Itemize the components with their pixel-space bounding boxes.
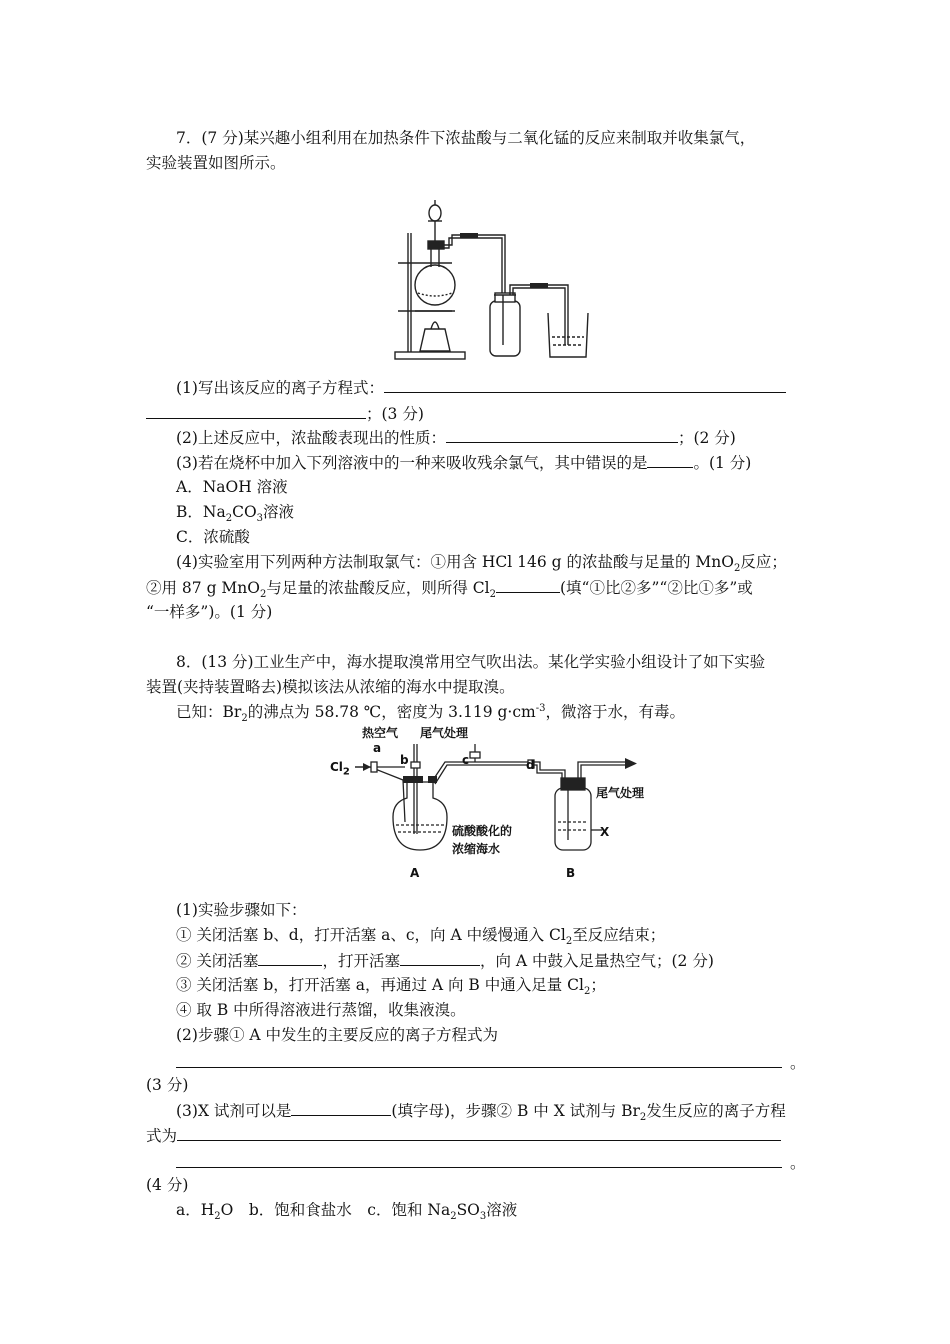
q8-step3 <box>176 974 606 996</box>
q7-part4 <box>176 551 787 573</box>
label-valve-a: a <box>373 741 382 755</box>
label-solution-2: 浓缩海水 <box>452 842 501 856</box>
answer-blank[interactable] <box>146 402 366 419</box>
q7-intro-line2: 实验装置如图所示。 <box>146 154 286 172</box>
text: ③ 关闭活塞 b，打开活塞 a，再通过 A 向 B 中通入足量 Cl <box>176 976 584 994</box>
q8-part1: (1)实验步骤如下： <box>176 901 307 919</box>
q8-step4: ④ 取 B 中所得溶液进行蒸馏，收集液溴。 <box>176 1001 466 1019</box>
q7-intro-line1: 7．(7 分)某兴趣小组利用在加热条件下浓盐酸与二氧化锰的反应来制取并收集氯气， <box>176 129 756 147</box>
q8-step2 <box>176 949 714 972</box>
subscript: 3 <box>479 1211 487 1223</box>
subscript: 2 <box>342 766 350 778</box>
text: SO <box>456 1201 480 1219</box>
subscript: 2 <box>260 589 267 601</box>
answer-blank[interactable] <box>177 1124 781 1141</box>
subscript: 2 <box>639 1112 647 1124</box>
q7-part3 <box>176 451 751 474</box>
answer-blank[interactable] <box>647 451 693 468</box>
text: ②用 87 g MnO <box>146 579 260 597</box>
text: CO <box>232 503 257 521</box>
label-tail-gas-2: 尾气处理 <box>596 786 645 800</box>
q7-part4-cont <box>146 576 753 599</box>
text: 的沸点为 58.78 ℃，密度为 3.119 g·cm <box>247 703 536 721</box>
q8-part2-answer <box>176 1051 806 1074</box>
subscript: 2 <box>450 1211 457 1223</box>
q7-part2 <box>176 426 736 449</box>
answer-blank[interactable] <box>446 426 678 443</box>
subscript: 2 <box>583 986 591 998</box>
subscript: 2 <box>734 563 741 575</box>
q7-part2-score: ；(2 分) <box>677 429 736 447</box>
text: O b．饱和食盐水 c．饱和 Na <box>220 1201 451 1219</box>
text: 。 <box>790 1154 806 1172</box>
text: 发生反应的离子方程 <box>646 1102 786 1120</box>
answer-blank[interactable] <box>400 949 480 966</box>
subscript: 2 <box>241 713 248 725</box>
subscript: 3 <box>256 513 264 525</box>
q8-known <box>176 701 685 723</box>
q7-part3-score: 。(1 分) <box>693 454 752 472</box>
text: 与足量的浓盐酸反应，则所得 Cl <box>266 579 490 597</box>
q7-part3-text: (3)若在烧杯中加入下列溶液中的一种来吸收残余氯气，其中错误的是 <box>176 454 648 472</box>
label-solution-1: 硫酸酸化的 <box>452 824 513 838</box>
answer-blank[interactable] <box>176 1051 782 1068</box>
subscript: 2 <box>225 513 233 525</box>
label-x: X <box>600 825 610 839</box>
chlorine-apparatus-figure <box>390 195 605 367</box>
text: a．H <box>176 1201 215 1219</box>
text: Cl <box>330 760 343 774</box>
label-flask-a: A <box>410 866 420 880</box>
q8-intro-line1: 8．(13 分)工业生产中，海水提取溴常用空气吹出法。某化学实验小组设计了如下实验 <box>176 653 766 671</box>
label-hot-air: 热空气 <box>362 726 399 740</box>
q8-part3-score: (4 分) <box>146 1176 189 1194</box>
text: 已知：Br <box>176 703 242 721</box>
answer-blank[interactable] <box>258 949 322 966</box>
text: 。 <box>790 1054 806 1072</box>
text: ，向 A 中鼓入足量热空气；(2 分) <box>479 952 714 970</box>
text: (填字母)，步骤② B 中 X 试剂与 Br <box>391 1102 640 1120</box>
q8-step1 <box>176 924 665 946</box>
answer-blank[interactable] <box>496 576 560 593</box>
superscript: -3 <box>535 702 546 714</box>
label-valve-d: d <box>526 758 535 772</box>
text: 溶液 <box>486 1201 518 1219</box>
answer-blank[interactable] <box>176 1151 782 1168</box>
label-bottle-b: B <box>566 866 576 880</box>
q7-part2-text: (2)上述反应中，浓盐酸表现出的性质： <box>176 429 446 447</box>
q7-part1-cont <box>146 402 424 425</box>
text: 式为 <box>146 1127 178 1145</box>
q8-intro-line2: 装置(夹持装置略去)模拟该法从浓缩的海水中提取溴。 <box>146 678 515 696</box>
text: 反应； <box>740 553 787 571</box>
text: 溶液 <box>263 503 295 521</box>
q7-part1-text: (1)写出该反应的离子方程式： <box>176 379 384 397</box>
q7-part1-score: ；(3 分) <box>366 405 424 423</box>
label-tail-gas: 尾气处理 <box>420 726 469 740</box>
answer-blank[interactable] <box>291 1099 391 1116</box>
text: ，微溶于水，有毒。 <box>545 703 685 721</box>
label-valve-c: c <box>462 753 470 767</box>
q8-part3-cont <box>146 1124 781 1147</box>
q7-part4-end: “一样多”)。(1 分) <box>146 603 273 621</box>
q7-option-b <box>176 501 294 523</box>
text: ，打开活塞 <box>322 952 400 970</box>
q8-part3 <box>176 1099 786 1122</box>
text: 至反应结束； <box>572 926 666 944</box>
text: (3)X 试剂可以是 <box>176 1102 292 1120</box>
label-cl2 <box>330 756 350 778</box>
text: (4)实验室用下列两种方法制取氯气：①用含 HCl 146 g 的浓盐酸与足量的 MnO <box>176 553 734 571</box>
subscript: 2 <box>489 589 496 601</box>
q8-part3-answer <box>176 1151 806 1174</box>
q8-part2-score: (3 分) <box>146 1076 189 1094</box>
subscript: 2 <box>214 1211 221 1223</box>
text: ① 关闭活塞 b、d，打开活塞 a、c，向 A 中缓慢通入 Cl <box>176 926 566 944</box>
q7-option-c: C．浓硫酸 <box>176 528 250 546</box>
answer-blank[interactable] <box>384 376 786 393</box>
text: ； <box>590 976 606 994</box>
label-valve-b: b <box>400 753 409 767</box>
text: ② 关闭活塞 <box>176 952 259 970</box>
q7-part1 <box>176 376 786 399</box>
text: (填“①比②多”“②比①多”或 <box>560 579 753 597</box>
q7-option-a: A．NaOH 溶液 <box>176 478 288 496</box>
subscript: 2 <box>565 936 573 948</box>
q8-options <box>176 1199 517 1221</box>
q8-part2: (2)步骤① A 中发生的主要反应的离子方程式为 <box>176 1026 499 1044</box>
text: B．Na <box>176 503 226 521</box>
